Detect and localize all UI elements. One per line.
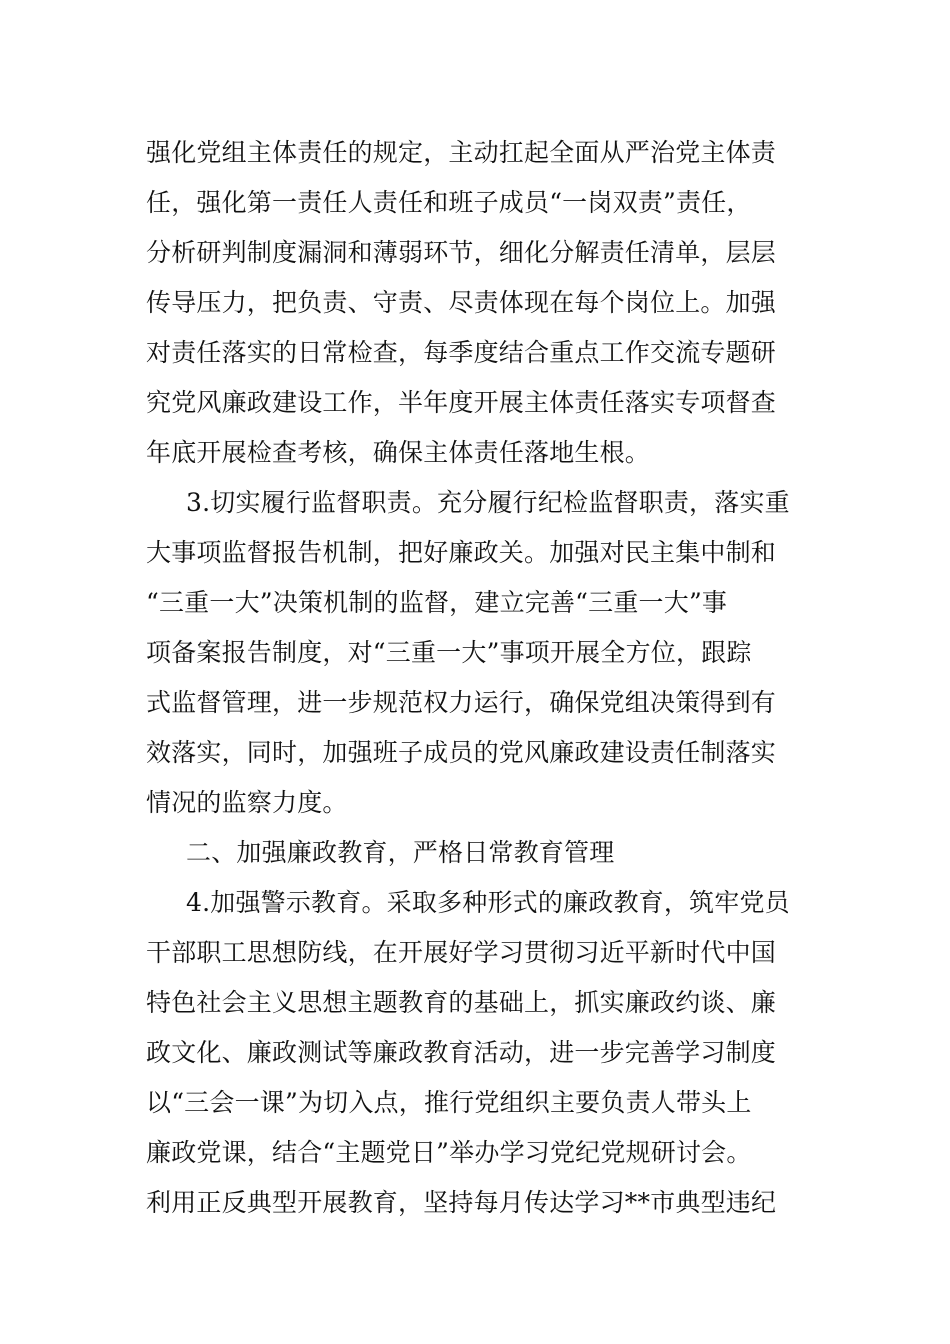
- paragraph-start-line: 4.加强警示教育。采取多种形式的廉政教育，筑牢党员: [186, 888, 790, 917]
- text-line: 传导压力，把负责、守责、尽责体现在每个岗位上。加强: [146, 288, 777, 317]
- text-line: 强化党组主体责任的规定，主动扛起全面从严治党主体责: [146, 138, 777, 167]
- text-line: 以“三会一课”为切入点，推行党组织主要负责人带头上: [146, 1088, 752, 1117]
- text-line: 究党风廉政建设工作，半年度开展主体责任落实专项督查: [146, 388, 777, 417]
- text-line: 对责任落实的日常检查，每季度结合重点工作交流专题研: [146, 338, 777, 367]
- text-line: 政文化、廉政测试等廉政教育活动，进一步完善学习制度: [146, 1038, 777, 1067]
- text-line: 分析研判制度漏洞和薄弱环节，细化分解责任清单，层层: [146, 238, 777, 267]
- paragraph-start-line: 3.切实履行监督职责。充分履行纪检监督职责，落实重: [186, 488, 790, 517]
- text-line: 利用正反典型开展教育，坚持每月传达学习**市典型违纪: [146, 1188, 777, 1217]
- text-line: 廉政党课，结合“主题党日”举办学习党纪党规研讨会。: [146, 1138, 752, 1167]
- text-line: “三重一大”决策机制的监督，建立完善“三重一大”事: [146, 588, 728, 617]
- section-heading: 二、加强廉政教育，严格日常教育管理: [186, 838, 615, 867]
- text-line: 大事项监督报告机制，把好廉政关。加强对民主集中制和: [146, 538, 777, 567]
- text-line: 年底开展检查考核，确保主体责任落地生根。: [146, 438, 651, 467]
- text-line: 式监督管理，进一步规范权力运行，确保党组决策得到有: [146, 688, 777, 717]
- text-line: 效落实，同时，加强班子成员的党风廉政建设责任制落实: [146, 738, 777, 767]
- text-line: 特色社会主义思想主题教育的基础上，抓实廉政约谈、廉: [146, 988, 777, 1017]
- text-line: 项备案报告制度，对“三重一大”事项开展全方位，跟踪: [146, 638, 752, 667]
- text-line: 干部职工思想防线，在开展好学习贯彻习近平新时代中国: [146, 938, 777, 967]
- text-line: 任，强化第一责任人责任和班子成员“一岗双责”责任，: [146, 188, 752, 217]
- text-line: 情况的监察力度。: [146, 788, 348, 817]
